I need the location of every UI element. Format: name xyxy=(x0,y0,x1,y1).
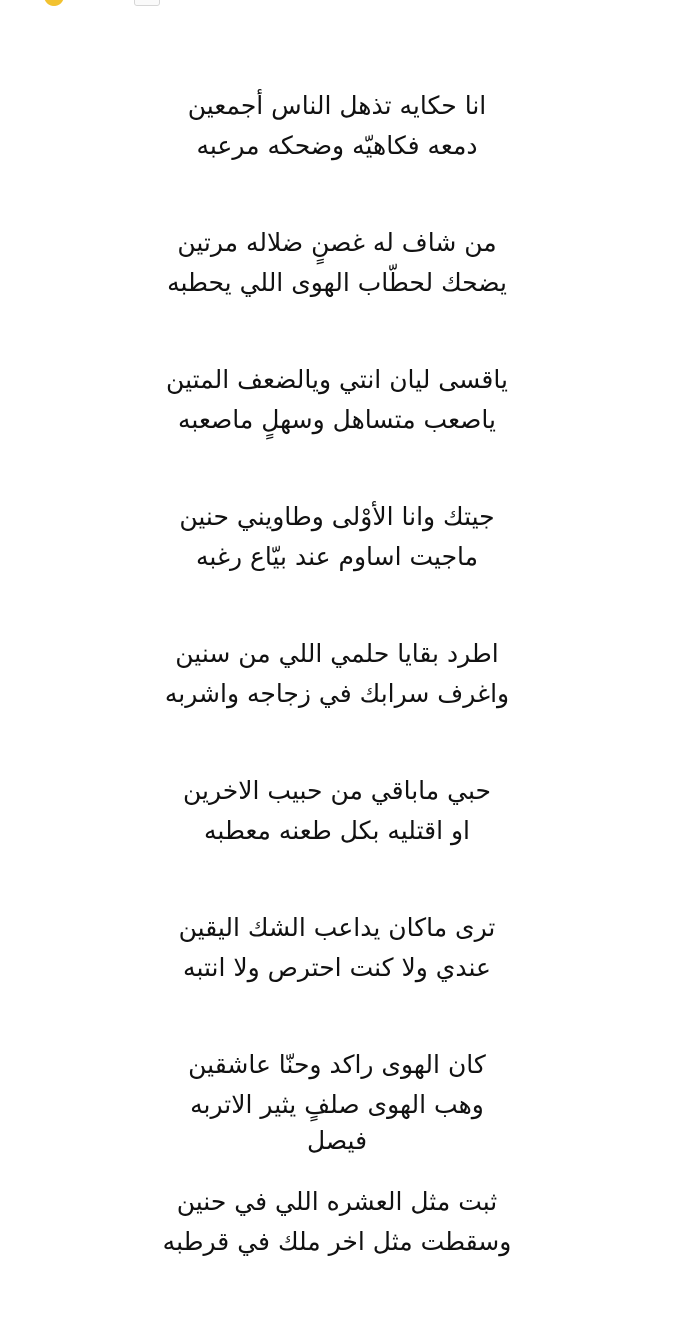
stanza xyxy=(0,223,674,303)
stanza xyxy=(0,497,674,577)
poem-line: يضحك لحطّاب الهوى اللي يحطبه xyxy=(167,268,507,297)
poem-line: انا حكايه تذهل الناس أجمعين xyxy=(187,91,487,120)
poem-line: من شاف له غصنٍ ضلاله مرتين xyxy=(177,228,497,257)
poet-signature: فيصل xyxy=(306,1126,368,1155)
poem-line: اطرد بقايا حلمي اللي من سنين xyxy=(175,639,499,668)
stanza xyxy=(0,634,674,714)
stanza xyxy=(0,771,674,851)
poem-line: حبي ماباقي من حبيب الاخرين xyxy=(183,776,491,805)
status-bar xyxy=(0,0,674,8)
square-icon xyxy=(134,0,160,6)
poem-line: عندي ولا كنت احترص ولا انتبه xyxy=(183,953,491,982)
poem-line: كان الهوى راكد وحنّا عاشقين xyxy=(188,1050,486,1079)
poem-line: ترى ماكان يداعب الشك اليقين xyxy=(178,913,496,942)
poem-line: جيتك وانا الأوْلى وطاويني حنين xyxy=(179,502,495,531)
stanza xyxy=(0,1182,674,1262)
poem-line: ياقسى ليان انتي ويالضعف المتين xyxy=(166,365,508,394)
stanza xyxy=(0,360,674,440)
poem-line: وهب الهوى صلفٍ يثير الاتربه xyxy=(190,1090,484,1119)
poem-line: دمعه فكاهيّه وضحكه مرعبه xyxy=(196,131,478,160)
poem-line: واغرف سرابك في زجاجه واشربه xyxy=(164,679,510,708)
poem-line: ماجيت اساوم عند بيّاع رغبه xyxy=(195,542,479,571)
poem-line: او اقتليه بكل طعنه معطبه xyxy=(204,816,470,845)
stanza xyxy=(0,908,674,988)
stanza xyxy=(0,1045,674,1125)
poem-line: ياصعب متساهل وسهلٍ ماصعبه xyxy=(178,405,496,434)
stanza xyxy=(0,86,674,166)
poem-line: وسقطت مثل اخر ملك في قرطبه xyxy=(162,1227,512,1256)
poem-line: ثبت مثل العشره اللي في حنين xyxy=(176,1187,498,1216)
circle-icon xyxy=(44,0,64,6)
